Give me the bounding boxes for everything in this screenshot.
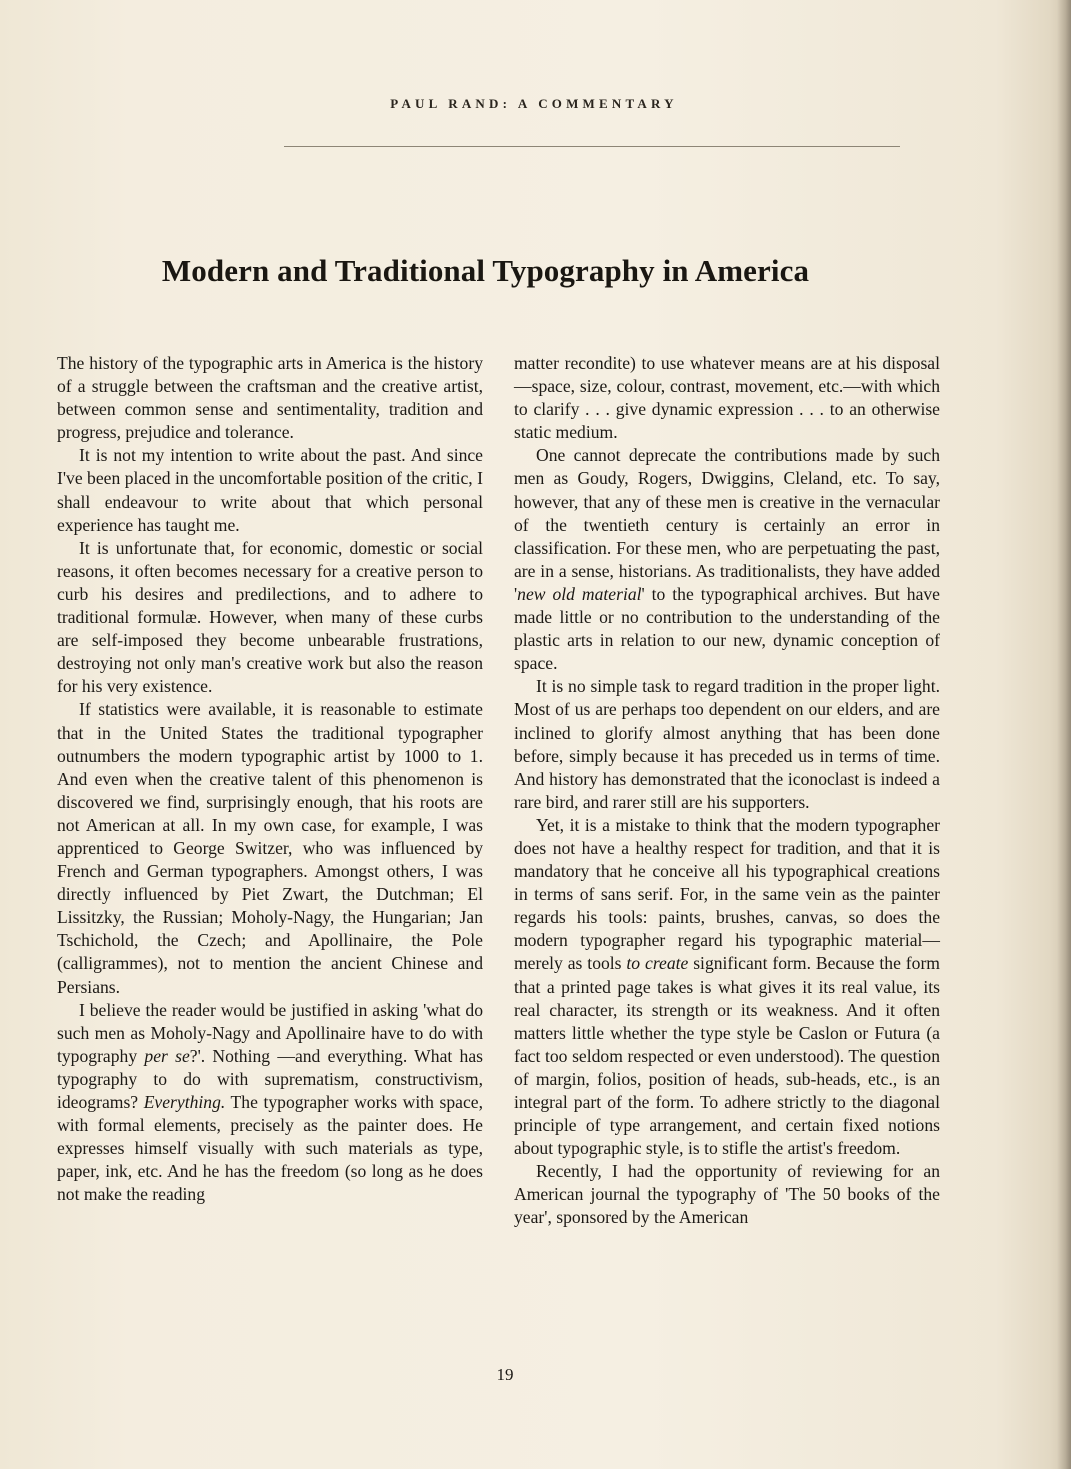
text-run: ' to the typographical archives. But have made little or no contribution to the understanding of the plastic arts in relation to our new, dynamic conception of space. [514,583,940,674]
italic-run: per se [144,1045,190,1066]
page-number: 19 [496,1365,514,1384]
text-run: The typographer works with space, with formal elements, precisely as the painter does. He expresses himself visually with such materials as type, paper, ink, etc. And he has the freedom (so long as he does not make the reading [57,1092,483,1205]
paragraph: The history of the typographic arts in America is the history of a struggle between the craftsman and the creative artist, between common sense and sentimentality, tradition and progress, prejudice and tolerance. [57,353,483,443]
italic-run: new old material [517,583,642,604]
paragraph: matter recondite) to use whatever means are at his disposal—space, size, colour, contrast, movement, etc.—with which to clarify . . . give dynamic expression . . . to an otherwise static medium. [514,353,940,443]
paragraph [57,999,483,1207]
header-rule [284,146,900,147]
left-column [57,352,483,1206]
paragraph [514,444,940,675]
right-column [514,352,940,1230]
italic-run: Everything. [143,1092,226,1112]
text-run: I believe the reader would be justified in asking 'what do such men as Moholy-Nagy and Apollinaire have to do with typography [57,999,483,1066]
paragraph: It is no simple task to regard tradition in the proper light. Most of us are perhaps too dependent on our elders, and are inclined to glorify almost anything that has been done before, simply because it has preceded us in terms of time. And history has demonstrated that the iconoclast is indeed a rare bird, and rarer still are his supporters. [514,676,940,812]
page-edge-shadow [1057,0,1071,1469]
paragraph: Recently, I had the opportunity of reviewing for an American journal the typography of 'The 50 books of the year', sponsored by the American [514,1161,940,1228]
text-run: Yet, it is a mistake to think that the modern typographer does not have a healthy respect for tradition, and that it is mandatory that he conceive all his typographical creations in terms of sans serif. For, in the same vein as the painter regards his tools: paints, brushes, canvas, so does the modern typographer regard his typographic material—merely as tools [514,814,940,974]
paragraph: If statistics were available, it is reasonable to estimate that in the United States the traditional typographer outnumbers the modern typographic artist by 1000 to 1. And even when the creative talent of this phenomenon is discovered we find, surprisingly enough, that his roots are not American at all. In my own case, for example, I was apprenticed to George Switzer, who was influenced by French and German typographers. Amongst others, I was directly influenced by Piet Zwart, the Dutchman; El Lissitzky, the Russian; Moholy-Nagy, the Hungarian; Jan Tschichold, the Czech; and Apollinaire, the Pole (calligrammes), not to mention the ancient Chinese and Persians. [57,699,483,997]
paragraph: It is unfortunate that, for economic, domestic or social reasons, it often becomes necessary for a creative person to curb his desires and predilections, and to adhere to traditional formulæ. However, when many of these curbs are self-imposed they become unbearable frustrations, destroying not only man's creative work but also the reason for his very existence. [57,537,483,697]
text-run: significant form. Because the form that a printed page takes is what gives it its real value, its real character, its strength or its weakness. And it often matters little whether the type style be Caslon or Futura (a fact too seldom respected or even understood). The question of margin, folios, position of heads, sub-heads, etc., is an integral part of the form. To adhere strictly to the diagonal principle of type arrangement, and certain fixed notions about typographic style, is to stifle the artist's freedom. [514,953,940,1159]
italic-run: to create [626,953,689,974]
article-title: Modern and Traditional Typography in America [161,253,810,288]
paragraph [514,814,940,1160]
running-head: PAUL RAND: A COMMENTARY [390,96,678,111]
text-run: One cannot deprecate the contributions made by such men as Goudy, Rogers, Dwiggins, Cleland, etc. To say, however, that any of these men is creative in the vernacular of the twentieth century is certainly an error in classification. For these men, who are perpetuating the past, are in a sense, historians. As traditionalists, they have added ' [514,445,940,604]
text-run: ?'. Nothing —and everything. What has typography to do with suprematism, constructivism, ideograms? [57,1045,483,1112]
paragraph: It is not my intention to write about the past. And since I've been placed in the uncomfortable position of the critic, I shall endeavour to write about that which personal experience has taught me. [57,445,483,535]
